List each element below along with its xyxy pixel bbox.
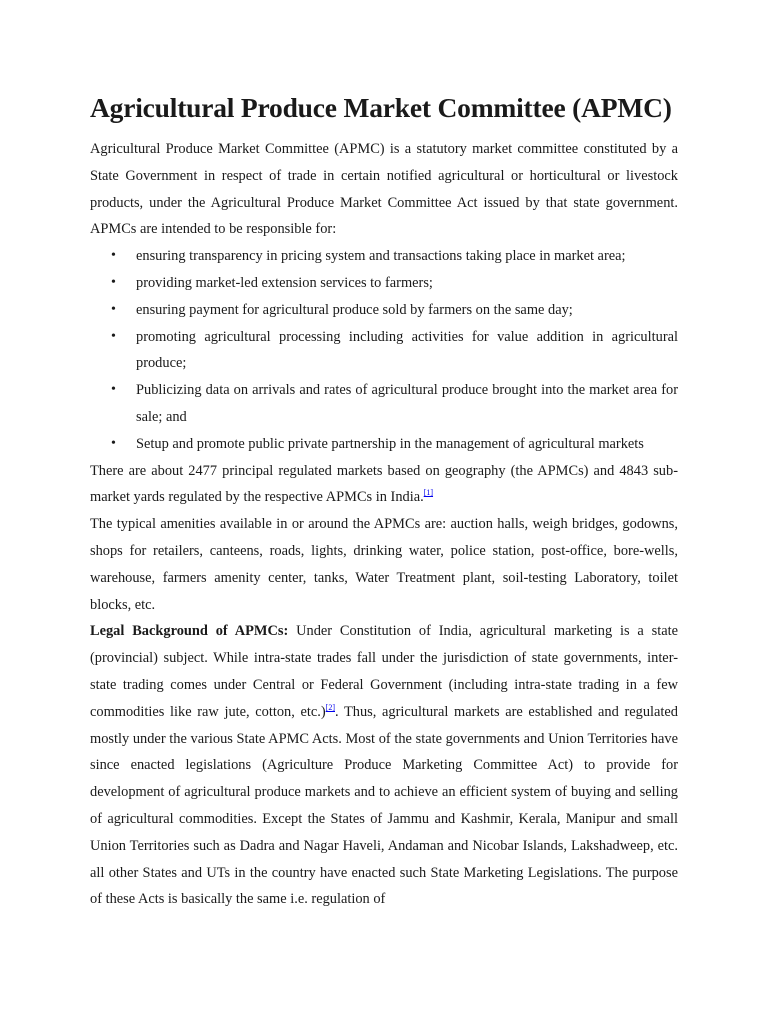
list-item-text: promoting agricultural processing including activities for value addition in agricultural produce; (136, 328, 678, 372)
bullet-icon: • (111, 301, 116, 317)
bullet-icon: • (111, 435, 116, 451)
bullet-icon: • (111, 328, 116, 344)
list-item-text: ensuring payment for agricultural produce sold by farmers on the same day; (136, 301, 573, 318)
list-item-text: Publicizing data on arrivals and rates of agricultural produce brought into the market area for sale; and (136, 382, 678, 425)
page-title: Agricultural Produce Market Committee (APMC) (90, 92, 672, 123)
bullet-icon: • (111, 248, 116, 264)
markets-text: There are about 2477 principal regulated markets based on geography (the APMCs) and 4843 sub-market yards regulated by the respective APMCs in India. (90, 462, 678, 506)
list-item (111, 243, 678, 270)
list-item-text: ensuring transparency in pricing system and transactions taking place in market area; (136, 248, 626, 265)
footnote-link-2[interactable]: [2] (325, 702, 335, 712)
list-item (111, 324, 678, 378)
legal-background-heading: Legal Background of APMCs: (90, 623, 289, 640)
bullet-icon: • (111, 274, 116, 290)
bullet-icon: • (111, 382, 116, 398)
list-item (111, 270, 678, 297)
legal-text-part-1: Under Constitution of India, agricultural marketing is a state (provincial) subject. While intra-state trades fall under the jurisdiction of state governments, inter-state trading comes under Central or Federal Government (including intra-state trading in a few commodities like raw jute, cotton, etc.) (90, 623, 678, 720)
legal-text-part-2: . Thus, agricultural markets are established and regulated mostly under the various State APMC Acts. Most of the state governments and Union Territories have since enacted legislations (Agriculture Produce Marketing Committee Act) to provide for development of agricultural produce markets and to achieve an efficient system of buying and selling of agricultural commodities. Except the States of Jammu and Kashmir, Kerala, Manipur and small Union Territories such as Dadra and Nagar Haveli, Andaman and Nicobar Islands, Lakshadweep, etc. all other States and UTs in the country have enacted such State Marketing Legislations. The purpose of these Acts is basically the same i.e. regulation of (90, 703, 678, 908)
markets-paragraph (90, 458, 678, 512)
intro-paragraph: Agricultural Produce Market Committee (APMC) is a statutory market committee constituted by a State Government in respect of trade in certain notified agricultural or horticultural or livestock products, under the Agricultural Produce Market Committee Act issued by that state government. APMCs are intended to be responsible for: (90, 141, 678, 238)
list-item (111, 297, 678, 324)
list-item (111, 377, 678, 431)
footnote-link-1[interactable]: [1] (423, 488, 434, 498)
amenities-paragraph: The typical amenities available in or around the APMCs are: auction halls, weigh bridges, godowns, shops for retailers, canteens, roads, lights, drinking water, police station, post-office, bore-wells, warehouse, farmers amenity center, tanks, Water Treatment plant, soil-testing Laboratory, toilet blocks, etc. (90, 516, 678, 613)
list-item-text: providing market-led extension services to farmers; (136, 274, 433, 291)
list-item (111, 431, 678, 458)
legal-background-paragraph (90, 618, 678, 913)
document-page (90, 88, 678, 913)
list-item-text: Setup and promote public private partnership in the management of agricultural markets (136, 435, 644, 452)
responsibilities-list (90, 243, 678, 457)
